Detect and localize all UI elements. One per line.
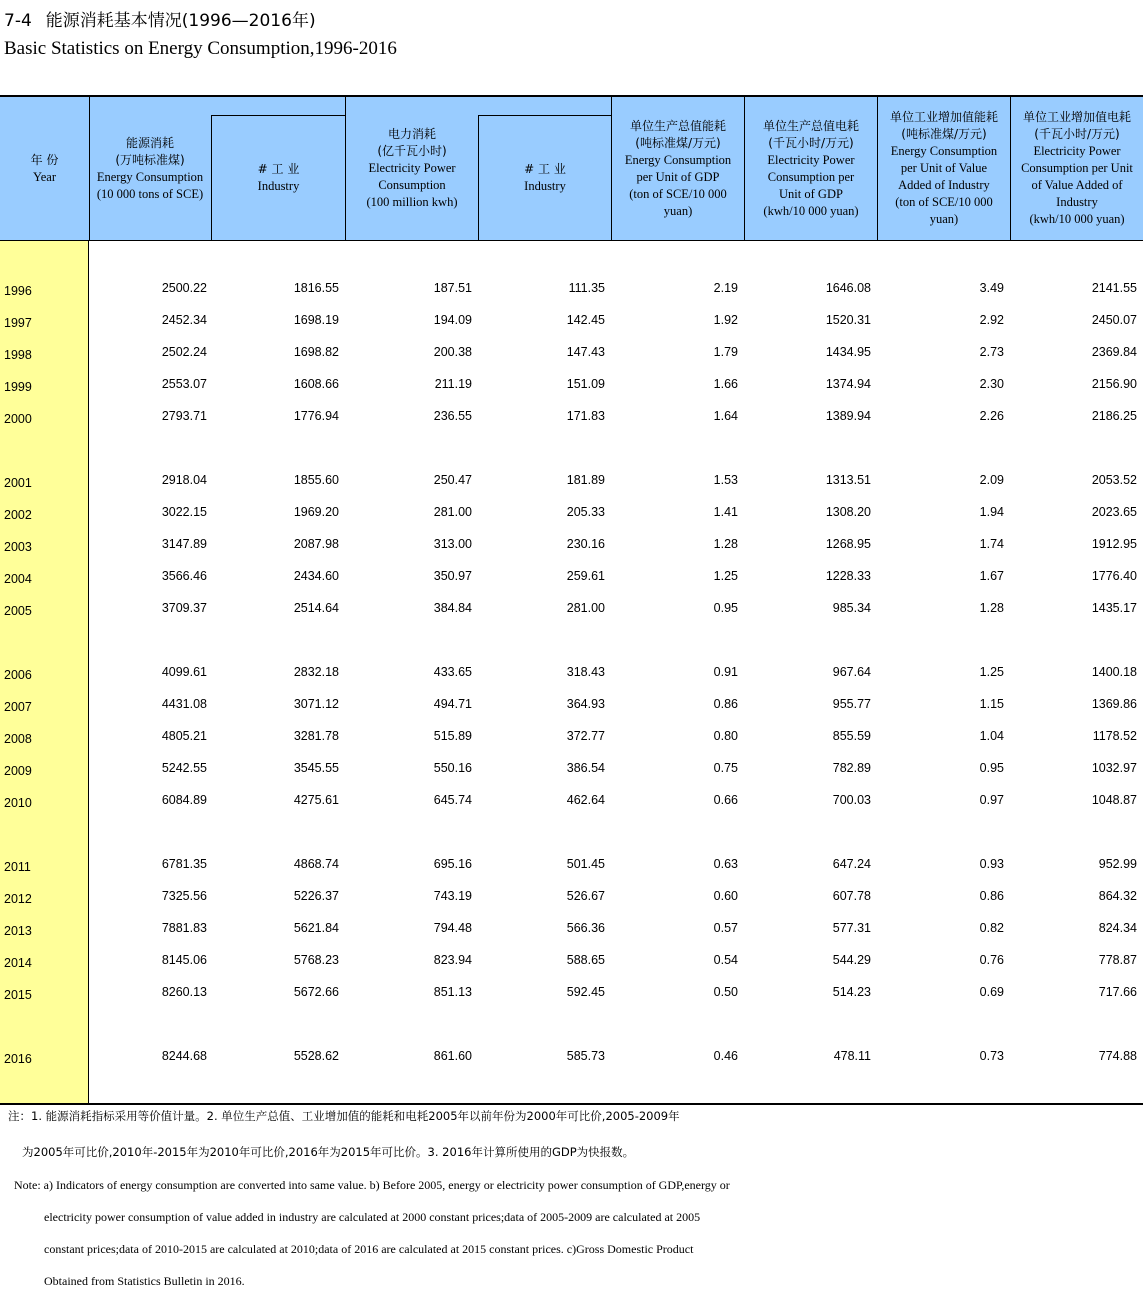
table-cell: 281.00 (566, 601, 605, 615)
table-cell: 823.94 (433, 953, 472, 967)
table-cell: 2514.64 (293, 601, 339, 615)
table-cell: 1313.51 (825, 473, 871, 487)
header-gdp-elec: 单位生产总值电耗 (千瓦小时/万元) Electricity Power Consumption per Unit of GDP (kwh/10 000 yuan) (744, 97, 877, 240)
table-cell: 2369.84 (1091, 345, 1137, 359)
table-cell: 2450.07 (1091, 313, 1137, 327)
table-cell: 2023.65 (1091, 505, 1137, 519)
table-cell: 778.87 (1098, 953, 1137, 967)
table-cell: 171.83 (566, 409, 605, 423)
table-cell: 0.80 (713, 729, 738, 743)
table-cell: 585.73 (566, 1049, 605, 1063)
page-title-en: Basic Statistics on Energy Consumption,1996-2016 (4, 38, 397, 59)
table-row (0, 755, 1143, 787)
table-cell: 364.93 (566, 697, 605, 711)
table-cell: 1389.94 (825, 409, 871, 423)
table-row (0, 371, 1143, 403)
table-cell: 1.25 (713, 569, 738, 583)
table-cell: 384.84 (433, 601, 472, 615)
table-cell: 0.93 (979, 857, 1004, 871)
table-cell: 544.29 (832, 953, 871, 967)
note-cn-line-1: 注：1. 能源消耗指标采用等价值计量。2. 单位生产总值、工业增加值的能耗和电耗2005年以前年份为2000年可比价,2005-2009年 (8, 1109, 680, 1123)
table-cell: 967.64 (832, 665, 871, 679)
table-row (0, 275, 1143, 307)
table-cell: 0.57 (713, 921, 738, 935)
row-year: 2010 (4, 796, 32, 810)
table-body (0, 241, 1143, 1103)
table-row (0, 883, 1143, 915)
row-year: 1996 (4, 284, 32, 298)
header-energy-industry: # 工 业 Industry (211, 115, 345, 240)
table-cell: 1.66 (713, 377, 738, 391)
table-cell: 4099.61 (161, 665, 207, 679)
table-cell: 194.09 (433, 313, 472, 327)
table-cell: 0.91 (713, 665, 738, 679)
table-cell: 1776.40 (1091, 569, 1137, 583)
table-row (0, 691, 1143, 723)
table-row (0, 563, 1143, 595)
table-cell: 2500.22 (161, 281, 207, 295)
table-cell: 0.50 (713, 985, 738, 999)
table-cell: 4868.74 (293, 857, 339, 871)
table-cell: 588.65 (566, 953, 605, 967)
table-cell: 2.26 (979, 409, 1004, 423)
table-row (0, 659, 1143, 691)
table-row (0, 979, 1143, 1011)
row-year: 1997 (4, 316, 32, 330)
table-cell: 0.86 (713, 697, 738, 711)
table-row (0, 499, 1143, 531)
header-ind-elec: 单位工业增加值电耗 (千瓦小时/万元) Electricity Power Consumption per Unit of Value Added of Industry (kwh/10 000 yuan) (1010, 97, 1143, 240)
table-row (0, 787, 1143, 819)
table-cell: 5242.55 (161, 761, 207, 775)
table-cell: 5226.37 (293, 889, 339, 903)
table-row (0, 947, 1143, 979)
table-cell: 645.74 (433, 793, 472, 807)
table-cell: 6084.89 (161, 793, 207, 807)
table-cell: 1.53 (713, 473, 738, 487)
table-cell: 5672.66 (293, 985, 339, 999)
table-cell: 1816.55 (293, 281, 339, 295)
table-cell: 7325.56 (161, 889, 207, 903)
table-cell: 478.11 (833, 1049, 871, 1063)
table-cell: 1698.82 (293, 345, 339, 359)
table-cell: 1.74 (979, 537, 1004, 551)
table-cell: 0.86 (979, 889, 1004, 903)
table-cell: 8145.06 (161, 953, 207, 967)
header-gdp-energy: 单位生产总值能耗 (吨标准煤/万元) Energy Consumption per Unit of GDP (ton of SCE/10 000 yuan) (611, 97, 744, 240)
table-cell: 205.33 (566, 505, 605, 519)
table-cell: 1776.94 (293, 409, 339, 423)
table-cell: 774.88 (1098, 1049, 1137, 1063)
table-cell: 743.19 (433, 889, 472, 903)
table-header (0, 97, 1143, 240)
table-cell: 2186.25 (1091, 409, 1137, 423)
table-cell: 2087.98 (293, 537, 339, 551)
note-en-line-1: Note: a) Indicators of energy consumption are converted into same value. b) Before 2005, energy or electricity power consumption of GDP,energy or (14, 1178, 730, 1192)
table-row (0, 531, 1143, 563)
row-year: 1999 (4, 380, 32, 394)
table-cell: 824.34 (1098, 921, 1137, 935)
table-cell: 695.16 (433, 857, 472, 871)
row-year: 1998 (4, 348, 32, 362)
table-cell: 1374.94 (825, 377, 871, 391)
table-cell: 3281.78 (293, 729, 339, 743)
table-row (0, 467, 1143, 499)
table-cell: 1520.31 (825, 313, 871, 327)
table-cell: 782.89 (832, 761, 871, 775)
table-cell: 1.79 (713, 345, 738, 359)
table-cell: 259.61 (566, 569, 605, 583)
table-cell: 1.92 (713, 313, 738, 327)
table-cell: 861.60 (433, 1049, 472, 1063)
table-cell: 0.46 (713, 1049, 738, 1063)
table-cell: 0.69 (979, 985, 1004, 999)
table-row (0, 595, 1143, 627)
table-cell: 2918.04 (161, 473, 207, 487)
table-cell: 592.45 (566, 985, 605, 999)
table-cell: 1308.20 (825, 505, 871, 519)
note-en-line-2: electricity power consumption of value added in industry are calculated at 2000 constant prices;data of 2005-2009 are calculated at 2005 (44, 1210, 701, 1224)
table-cell: 433.65 (433, 665, 472, 679)
table-cell: 0.95 (713, 601, 738, 615)
table-cell: 350.97 (433, 569, 472, 583)
table-cell: 1.64 (713, 409, 738, 423)
row-year: 2009 (4, 764, 32, 778)
table-cell: 550.16 (433, 761, 472, 775)
table-cell: 462.64 (566, 793, 605, 807)
table-cell: 851.13 (433, 985, 472, 999)
table-cell: 4431.08 (161, 697, 207, 711)
table-cell: 318.43 (566, 665, 605, 679)
table-cell: 1032.97 (1091, 761, 1137, 775)
table-cell: 230.16 (566, 537, 605, 551)
header-elec-industry: # 工 业 Industry (478, 115, 611, 240)
table-cell: 147.43 (566, 345, 605, 359)
table-cell: 211.19 (434, 377, 472, 391)
table-cell: 0.76 (979, 953, 1004, 967)
row-year: 2005 (4, 604, 32, 618)
table-cell: 8260.13 (161, 985, 207, 999)
table-cell: 181.89 (566, 473, 605, 487)
row-year: 2015 (4, 988, 32, 1002)
table-row (0, 339, 1143, 371)
table-row (0, 307, 1143, 339)
table-cell: 2553.07 (161, 377, 207, 391)
table-cell: 5621.84 (293, 921, 339, 935)
row-year: 2011 (4, 860, 31, 874)
table-cell: 0.95 (979, 761, 1004, 775)
table-cell: 607.78 (832, 889, 871, 903)
table-cell: 1.28 (713, 537, 738, 551)
table-cell: 1.67 (979, 569, 1004, 583)
row-year: 2014 (4, 956, 32, 970)
row-year: 2016 (4, 1052, 32, 1066)
row-year: 2013 (4, 924, 32, 938)
header-energy: 能源消耗 (万吨标准煤) Energy Consumption (10 000 tons of SCE) (96, 135, 204, 201)
table-cell: 577.31 (832, 921, 871, 935)
page-title-cn (4, 6, 316, 31)
table-cell: 8244.68 (161, 1049, 207, 1063)
table-cell: 151.09 (566, 377, 605, 391)
table-cell: 372.77 (566, 729, 605, 743)
table-cell: 0.63 (713, 857, 738, 871)
table-cell: 494.71 (433, 697, 472, 711)
note-en-line-3: constant prices;data of 2010-2015 are calculated at 2010;data of 2016 are calculated at 2015 constant prices. c)Gross Domestic Product (44, 1242, 694, 1256)
table-cell: 864.32 (1098, 889, 1137, 903)
table-cell: 794.48 (433, 921, 472, 935)
table-cell: 142.45 (566, 313, 605, 327)
table-cell: 7881.83 (161, 921, 207, 935)
table-cell: 0.73 (979, 1049, 1004, 1063)
table-cell: 4275.61 (293, 793, 339, 807)
table-cell: 2.19 (713, 281, 738, 295)
table-cell: 111.35 (568, 281, 605, 295)
table-cell: 1912.95 (1091, 537, 1137, 551)
table-cell: 313.00 (433, 537, 472, 551)
table-cell: 1434.95 (825, 345, 871, 359)
table-cell: 250.47 (433, 473, 472, 487)
table-row (0, 1043, 1143, 1075)
row-year: 2004 (4, 572, 32, 586)
table-cell: 1.28 (979, 601, 1004, 615)
table-row (0, 915, 1143, 947)
header-year: 年 份 Year (30, 152, 59, 184)
table-cell: 2832.18 (293, 665, 339, 679)
table-cell: 1.04 (979, 729, 1004, 743)
table-cell: 1855.60 (293, 473, 339, 487)
table-cell: 952.99 (1098, 857, 1137, 871)
table-cell: 2156.90 (1091, 377, 1137, 391)
table-cell: 3.49 (979, 281, 1004, 295)
table-cell: 0.54 (713, 953, 738, 967)
table-cell: 515.89 (433, 729, 472, 743)
table-cell: 1178.52 (1092, 729, 1137, 743)
table-cell: 0.75 (713, 761, 738, 775)
table-cell: 281.00 (433, 505, 472, 519)
table-cell: 3022.15 (161, 505, 207, 519)
table-cell: 526.67 (566, 889, 605, 903)
table-cell: 1048.87 (1091, 793, 1137, 807)
row-year: 2002 (4, 508, 32, 522)
table-cell: 2141.55 (1091, 281, 1137, 295)
row-year: 2007 (4, 700, 32, 714)
table-cell: 1228.33 (825, 569, 871, 583)
row-year: 2008 (4, 732, 32, 746)
table-cell: 386.54 (566, 761, 605, 775)
table-cell: 3709.37 (161, 601, 207, 615)
row-year: 2003 (4, 540, 32, 554)
table-cell: 3545.55 (293, 761, 339, 775)
table-cell: 985.34 (832, 601, 871, 615)
note-cn-line-2: 为2005年可比价,2010年-2015年为2010年可比价,2016年为2015年可比价。3. 2016年计算所使用的GDP为快报数。 (22, 1145, 635, 1159)
row-year: 2012 (4, 892, 32, 906)
table-cell: 0.60 (713, 889, 738, 903)
table-cell: 1.94 (979, 505, 1004, 519)
table-cell: 0.97 (979, 793, 1004, 807)
row-year: 2006 (4, 668, 32, 682)
table-cell: 1268.95 (825, 537, 871, 551)
table-cell: 1400.18 (1091, 665, 1137, 679)
table-cell: 3566.46 (161, 569, 207, 583)
table-cell: 2793.71 (161, 409, 207, 423)
table-cell: 1.41 (713, 505, 738, 519)
table-cell: 1.25 (979, 665, 1004, 679)
header-ind-energy: 单位工业增加值能耗 (吨标准煤/万元) Energy Consumption per Unit of Value Added of Industry (ton of SCE/10 000 yuan) (877, 97, 1010, 240)
table-cell: 2.73 (979, 345, 1004, 359)
table-cell: 2.09 (979, 473, 1004, 487)
statistics-table (0, 95, 1143, 1105)
table-cell: 1608.66 (293, 377, 339, 391)
table-cell: 0.66 (713, 793, 738, 807)
table-cell: 2.92 (979, 313, 1004, 327)
header-elec: 电力消耗 (亿千瓦小时) Electricity Power Consumption (100 million kwh) (345, 97, 478, 240)
table-cell: 514.23 (832, 985, 871, 999)
row-year: 2000 (4, 412, 32, 426)
table-cell: 0.82 (979, 921, 1004, 935)
note-en-line-4: Obtained from Statistics Bulletin in 2016. (44, 1274, 245, 1288)
table-cell: 3147.89 (161, 537, 207, 551)
table-cell: 2434.60 (293, 569, 339, 583)
table-cell: 855.59 (832, 729, 871, 743)
table-cell: 1369.86 (1091, 697, 1137, 711)
table-cell: 2.30 (979, 377, 1004, 391)
table-number: 7-4 (4, 11, 32, 31)
table-cell: 1435.17 (1091, 601, 1137, 615)
table-cell: 501.45 (566, 857, 605, 871)
table-cell: 1.15 (979, 697, 1004, 711)
table-cell: 5768.23 (293, 953, 339, 967)
table-cell: 6781.35 (161, 857, 207, 871)
table-cell: 2502.24 (161, 345, 207, 359)
table-bottom-rule (0, 1103, 1143, 1105)
table-cell: 4805.21 (161, 729, 207, 743)
row-year: 2001 (4, 476, 32, 490)
table-cell: 2452.34 (161, 313, 207, 327)
table-cell: 647.24 (832, 857, 871, 871)
table-cell: 236.55 (433, 409, 472, 423)
table-row (0, 851, 1143, 883)
table-cell: 700.03 (832, 793, 871, 807)
table-row (0, 403, 1143, 435)
table-cell: 1646.08 (825, 281, 871, 295)
table-cell: 1698.19 (293, 313, 339, 327)
table-row (0, 723, 1143, 755)
table-cell: 1969.20 (293, 505, 339, 519)
table-cell: 5528.62 (293, 1049, 339, 1063)
table-cell: 200.38 (433, 345, 472, 359)
table-cell: 566.36 (566, 921, 605, 935)
table-cell: 717.66 (1098, 985, 1137, 999)
table-cell: 187.51 (433, 281, 472, 295)
table-cell: 2053.52 (1091, 473, 1137, 487)
table-cell: 955.77 (832, 697, 871, 711)
table-cell: 3071.12 (293, 697, 339, 711)
title-cn-text: 能源消耗基本情况(1996—2016年) (45, 11, 316, 31)
